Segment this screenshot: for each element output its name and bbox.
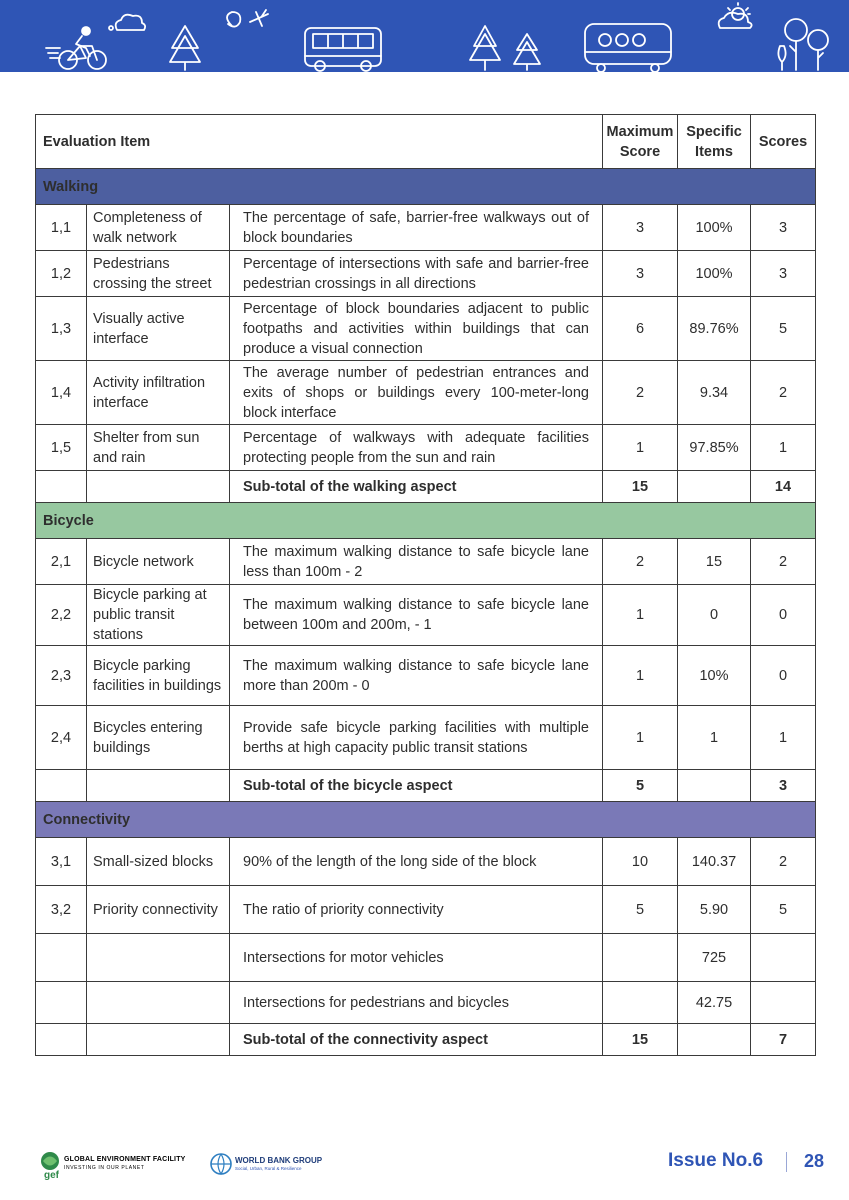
- table-row: [36, 539, 816, 585]
- item-specific-value: 1: [678, 706, 751, 770]
- item-score: 0: [751, 646, 816, 706]
- subtotal-max: 15: [603, 471, 678, 503]
- table-row: [36, 982, 816, 1024]
- specific-items-header: Specific Items: [678, 115, 751, 169]
- item-specific-value: 100%: [678, 205, 751, 251]
- item-description: The maximum walking distance to safe bicycle lane less than 100m - 2: [230, 539, 603, 585]
- subtotal-score: 3: [751, 770, 816, 802]
- item-max-score: 1: [603, 646, 678, 706]
- item-id: 3,2: [36, 886, 87, 934]
- item-name: Bicycle parking at public transit stations: [87, 585, 230, 646]
- item-name: Priority connectivity: [87, 886, 230, 934]
- item-score: [751, 934, 816, 982]
- item-max-score: 1: [603, 425, 678, 471]
- section-row-bicycle: [36, 503, 816, 539]
- item-name: [87, 982, 230, 1024]
- table-row: [36, 646, 816, 706]
- bicycle-rows: [36, 539, 816, 770]
- table-row: [36, 361, 816, 425]
- subtotal-row-bicycle: [36, 770, 816, 802]
- item-max-score: 2: [603, 539, 678, 585]
- item-id: [36, 982, 87, 1024]
- table-row: [36, 425, 816, 471]
- subtotal-row-walking: [36, 471, 816, 503]
- item-description: Percentage of block boundaries adjacent to public footpaths and activities within buildings that can produce a visual connection: [230, 297, 603, 361]
- item-name: Shelter from sun and rain: [87, 425, 230, 471]
- plane-icon: [227, 10, 268, 27]
- bus-icon: [305, 28, 381, 71]
- item-score: 2: [751, 539, 816, 585]
- weather-icon: [719, 3, 752, 28]
- svg-text:WORLD BANK GROUP: WORLD BANK GROUP: [235, 1156, 323, 1165]
- subtotal-label: Sub-total of the walking aspect: [230, 471, 603, 503]
- item-id: 1,4: [36, 361, 87, 425]
- footer: [0, 1130, 849, 1190]
- item-name: Small-sized blocks: [87, 838, 230, 886]
- item-score: [751, 982, 816, 1024]
- item-max-score: [603, 982, 678, 1024]
- train-icon: [585, 24, 671, 72]
- subtotal-max: 15: [603, 1024, 678, 1056]
- tree-icon: [778, 19, 828, 70]
- walking-rows: [36, 205, 816, 471]
- item-specific-value: 140.37: [678, 838, 751, 886]
- evaluation-table: [35, 114, 816, 1056]
- item-id: 2,1: [36, 539, 87, 585]
- item-max-score: 1: [603, 585, 678, 646]
- gef-logo: [38, 1150, 198, 1185]
- item-id: 2,4: [36, 706, 87, 770]
- item-description: Provide safe bicycle parking facilities with multiple berths at high capacity public transit stations: [230, 706, 603, 770]
- item-score: 2: [751, 838, 816, 886]
- section-title-bicycle: Bicycle: [36, 503, 816, 539]
- item-specific-value: 9.34: [678, 361, 751, 425]
- item-score: 2: [751, 361, 816, 425]
- item-specific-value: 97.85%: [678, 425, 751, 471]
- item-score: 1: [751, 425, 816, 471]
- subtotal-label: Sub-total of the bicycle aspect: [230, 770, 603, 802]
- footer-divider: [786, 1152, 787, 1172]
- section-title-walking: Walking: [36, 169, 816, 205]
- table-row: [36, 205, 816, 251]
- item-id: 3,1: [36, 838, 87, 886]
- item-score: 5: [751, 297, 816, 361]
- item-id: 1,2: [36, 251, 87, 297]
- scores-header: Scores: [751, 115, 816, 169]
- table-row: [36, 934, 816, 982]
- maximum-score-header: Maximum Score: [603, 115, 678, 169]
- table-row: [36, 838, 816, 886]
- section-row-walking: [36, 169, 816, 205]
- table-row: [36, 251, 816, 297]
- item-name: Bicycle network: [87, 539, 230, 585]
- table-row: [36, 297, 816, 361]
- svg-text:gef: gef: [44, 1170, 59, 1180]
- table-row: [36, 706, 816, 770]
- item-name: Bicycles entering buildings: [87, 706, 230, 770]
- item-specific-value: 100%: [678, 251, 751, 297]
- item-max-score: 10: [603, 838, 678, 886]
- item-specific-value: 15: [678, 539, 751, 585]
- tree-icon: [170, 26, 200, 70]
- subtotal-score: 7: [751, 1024, 816, 1056]
- item-max-score: 3: [603, 205, 678, 251]
- item-id: 2,2: [36, 585, 87, 646]
- item-max-score: [603, 934, 678, 982]
- item-id: 1,1: [36, 205, 87, 251]
- item-specific-value: 725: [678, 934, 751, 982]
- item-specific-value: 5.90: [678, 886, 751, 934]
- item-description: The ratio of priority connectivity: [230, 886, 603, 934]
- item-description: The percentage of safe, barrier-free walkways out of block boundaries: [230, 205, 603, 251]
- world-bank-logo: [210, 1152, 330, 1183]
- item-name: Pedestrians crossing the street: [87, 251, 230, 297]
- issue-number: Issue No.6: [668, 1150, 764, 1171]
- item-specific-value: 10%: [678, 646, 751, 706]
- subtotal-label: Sub-total of the connectivity aspect: [230, 1024, 603, 1056]
- connectivity-rows: [36, 838, 816, 1024]
- item-description: Percentage of walkways with adequate facilities protecting people from the sun and rain: [230, 425, 603, 471]
- svg-text:GLOBAL ENVIRONMENT FACILITY: GLOBAL ENVIRONMENT FACILITY: [64, 1156, 186, 1163]
- table-header-row: [36, 115, 816, 169]
- item-name: [87, 934, 230, 982]
- item-max-score: 2: [603, 361, 678, 425]
- subtotal-score: 14: [751, 471, 816, 503]
- item-description: The maximum walking distance to safe bicycle lane between 100m and 200m, - 1: [230, 585, 603, 646]
- item-max-score: 5: [603, 886, 678, 934]
- table-row: [36, 585, 816, 646]
- section-title-connectivity: Connectivity: [36, 802, 816, 838]
- item-score: 0: [751, 585, 816, 646]
- item-specific-value: 42.75: [678, 982, 751, 1024]
- item-specific-value: 0: [678, 585, 751, 646]
- item-score: 3: [751, 251, 816, 297]
- table-row: [36, 886, 816, 934]
- item-score: 1: [751, 706, 816, 770]
- item-description: The maximum walking distance to safe bicycle lane more than 200m - 0: [230, 646, 603, 706]
- item-name: Activity infiltration interface: [87, 361, 230, 425]
- item-score: 3: [751, 205, 816, 251]
- evaluation-item-header: Evaluation Item: [36, 115, 603, 169]
- item-id: 1,3: [36, 297, 87, 361]
- item-name: Bicycle parking facilities in buildings: [87, 646, 230, 706]
- item-name: Visually active interface: [87, 297, 230, 361]
- item-description: Percentage of intersections with safe and barrier-free pedestrian crossings in all directions: [230, 251, 603, 297]
- item-id: 1,5: [36, 425, 87, 471]
- item-description: Intersections for motor vehicles: [230, 934, 603, 982]
- section-row-connectivity: [36, 802, 816, 838]
- item-max-score: 3: [603, 251, 678, 297]
- item-description: Intersections for pedestrians and bicycles: [230, 982, 603, 1024]
- item-description: The average number of pedestrian entrances and exits of shops or buildings every 100-meter-long block interface: [230, 361, 603, 425]
- item-max-score: 6: [603, 297, 678, 361]
- item-description: 90% of the length of the long side of the block: [230, 838, 603, 886]
- item-specific-value: 89.76%: [678, 297, 751, 361]
- item-max-score: 1: [603, 706, 678, 770]
- svg-text:Social, Urban, Rural & Resilie: Social, Urban, Rural & Resilience: [235, 1166, 302, 1171]
- item-name: Completeness of walk network: [87, 205, 230, 251]
- cloud-icon: [109, 15, 145, 30]
- item-id: 2,3: [36, 646, 87, 706]
- item-id: [36, 934, 87, 982]
- tree-icon: [470, 26, 540, 70]
- svg-text:INVESTING IN OUR PLANET: INVESTING IN OUR PLANET: [64, 1165, 145, 1171]
- cyclist-icon: [46, 27, 106, 69]
- subtotal-max: 5: [603, 770, 678, 802]
- item-score: 5: [751, 886, 816, 934]
- subtotal-row-connectivity: [36, 1024, 816, 1056]
- page-number: 28: [804, 1151, 825, 1171]
- header-banner: [0, 0, 849, 72]
